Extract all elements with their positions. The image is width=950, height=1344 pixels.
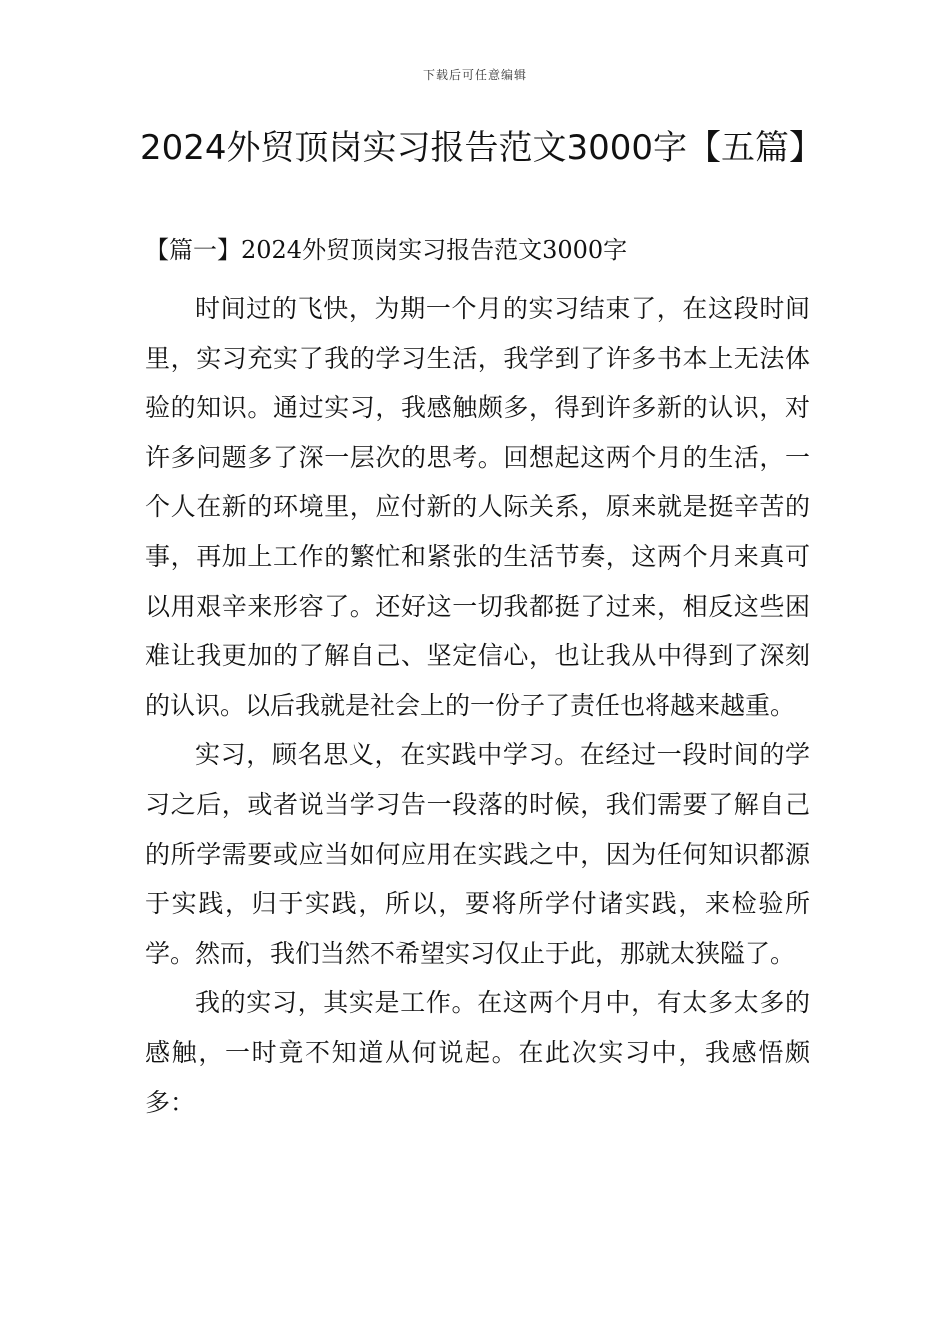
document-body: [145, 232, 810, 1127]
page-header-note: 下载后可任意编辑: [422, 68, 527, 82]
document-title: 2024外贸顶岗实习报告范文3000字【五篇】: [140, 128, 824, 168]
paragraph: 我的实习，其实是工作。在这两个月中，有太多太多的感触，一时竟不知道从何说起。在此次实习中，我感悟颇多：: [145, 988, 810, 1117]
section-heading: 【篇一】2024外贸顶岗实习报告范文3000字: [145, 236, 628, 264]
paragraph: 时间过的飞快，为期一个月的实习结束了，在这段时间里，实习充实了我的学习生活，我学到了许多书本上无法体验的知识。通过实习，我感触颇多，得到许多新的认识，对许多问题多了深一层次的思考。回想起这两个月的生活，一个人在新的环境里，应付新的人际关系，原来就是挺辛苦的事，再加上工作的繁忙和紧张的生活节奏，这两个月来真可以用艰辛来形容了。还好这一切我都挺了过来，相反这些困难让我更加的了解自己、坚定信心，也让我从中得到了深刻的认识。以后我就是社会上的一份子了责任也将越来越重。: [145, 294, 810, 720]
paragraph: 实习，顾名思义，在实践中学习。在经过一段时间的学习之后，或者说当学习告一段落的时候，我们需要了解自己的所学需要或应当如何应用在实践之中，因为任何知识都源于实践，归于实践，所以，要将所学付诸实践，来检验所学。然而，我们当然不希望实习仅止于此，那就太狭隘了。: [145, 740, 810, 968]
